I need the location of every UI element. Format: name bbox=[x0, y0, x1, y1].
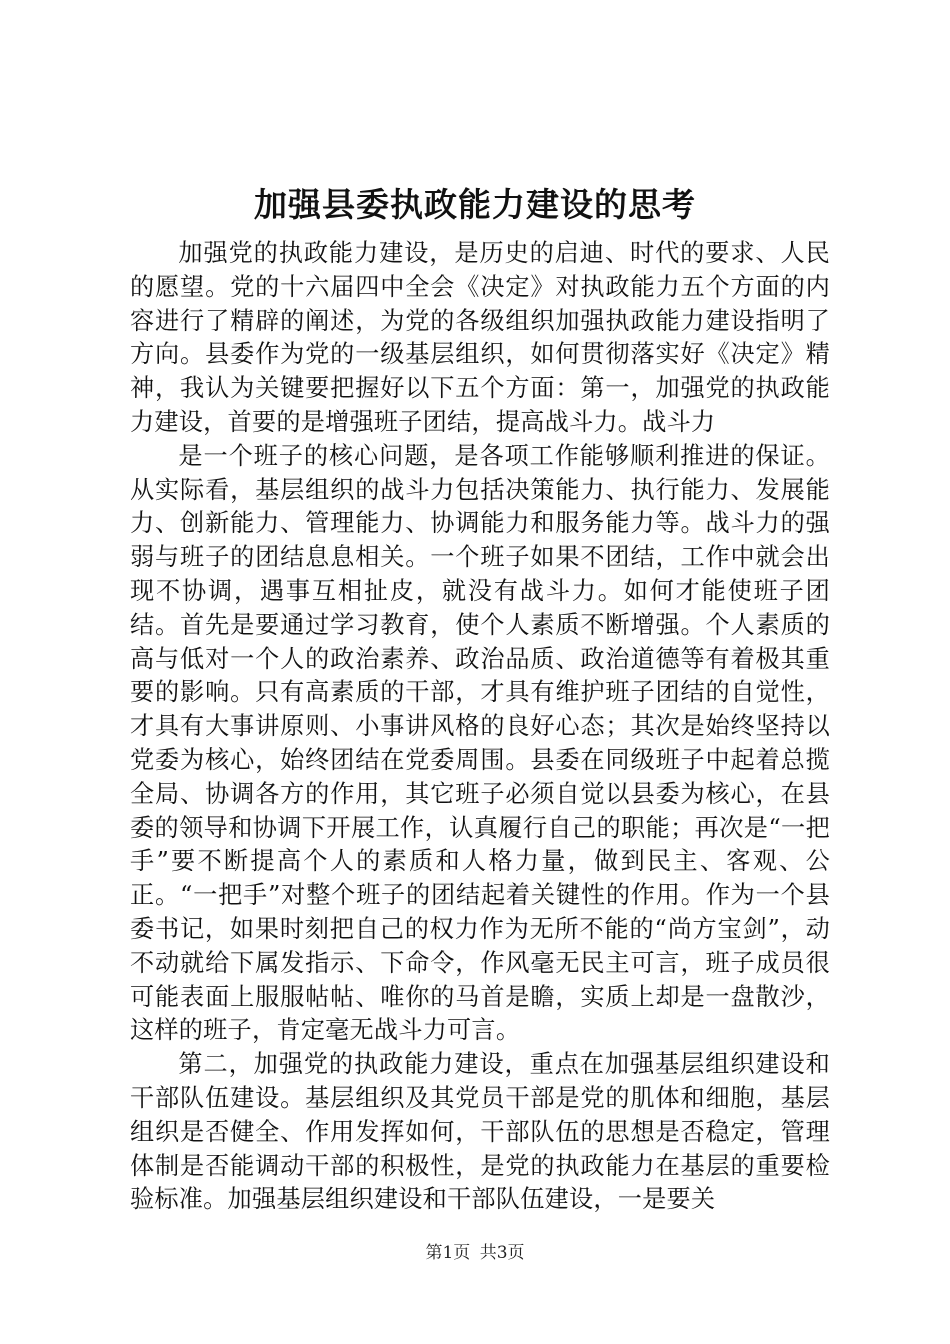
page-footer bbox=[0, 1242, 950, 1264]
paragraph-1: 加强党的执政能力建设，是历史的启迪、时代的要求、人民的愿望。党的十六届四中全会《决定》对执政能力五个方面的内容进行了精辟的阐述，为党的各级组织加强执政能力建设指明了方向。县委作为党的一级基层组织，如何贯彻落实好《决定》精神，我认为关键要把握好以下五个方面：第一，加强党的执政能力建设，首要的是增强班子团结，提高战斗力。战斗力 bbox=[130, 239, 830, 436]
page-number: 第1页 bbox=[425, 1243, 471, 1263]
paragraph-2: 是一个班子的核心问题，是各项工作能够顺利推进的保证。从实际看，基层组织的战斗力包括决策能力、执行能力、发展能力、创新能力、管理能力、协调能力和服务能力等。战斗力的强弱与班子的团结息息相关。一个班子如果不团结，工作中就会出现不协调，遇事互相扯皮，就没有战斗力。如何才能使班子团结。首先是要通过学习教育，使个人素质不断增强。个人素质的高与低对一个人的政治素养、政治品质、政治道德等有着极其重要的影响。只有高素质的干部，才具有维护班子团结的自觉性，才具有大事讲原则、小事讲风格的良好心态；其次是始终坚持以党委为核心，始终团结在党委周围。县委在同级班子中起着总揽全局、协调各方的作用，其它班子必须自觉以县委为核心，在县委的领导和协调下开展工作，认真履行自己的职能；再次是“一把手”要不断提高个人的素质和人格力量，做到民主、客观、公正。“一把手”对整个班子的团结起着关键性的作用。作为一个县委书记，如果时刻把自己的权力作为无所不能的“尚方宝剑”，动不动就给下属发指示、下命令，作风毫无民主可言，班子成员很可能表面上服服帖帖、唯你的马首是瞻，实质上却是一盘散沙，这样的班子，肯定毫无战斗力可言。 bbox=[130, 441, 830, 1045]
document-body bbox=[130, 237, 830, 1217]
paragraph-3: 第二，加强党的执政能力建设，重点在加强基层组织建设和干部队伍建设。基层组织及其党员干部是党的肌体和细胞，基层组织是否健全、作用发挥如何，干部队伍的思想是否稳定，管理体制是否能调动干部的积极性，是党的执政能力在基层的重要检验标准。加强基层组织建设和干部队伍建设，一是要关 bbox=[130, 1050, 830, 1214]
document-title: 加强县委执政能力建设的思考 bbox=[254, 185, 696, 224]
page-total: 共3页 bbox=[479, 1243, 525, 1263]
